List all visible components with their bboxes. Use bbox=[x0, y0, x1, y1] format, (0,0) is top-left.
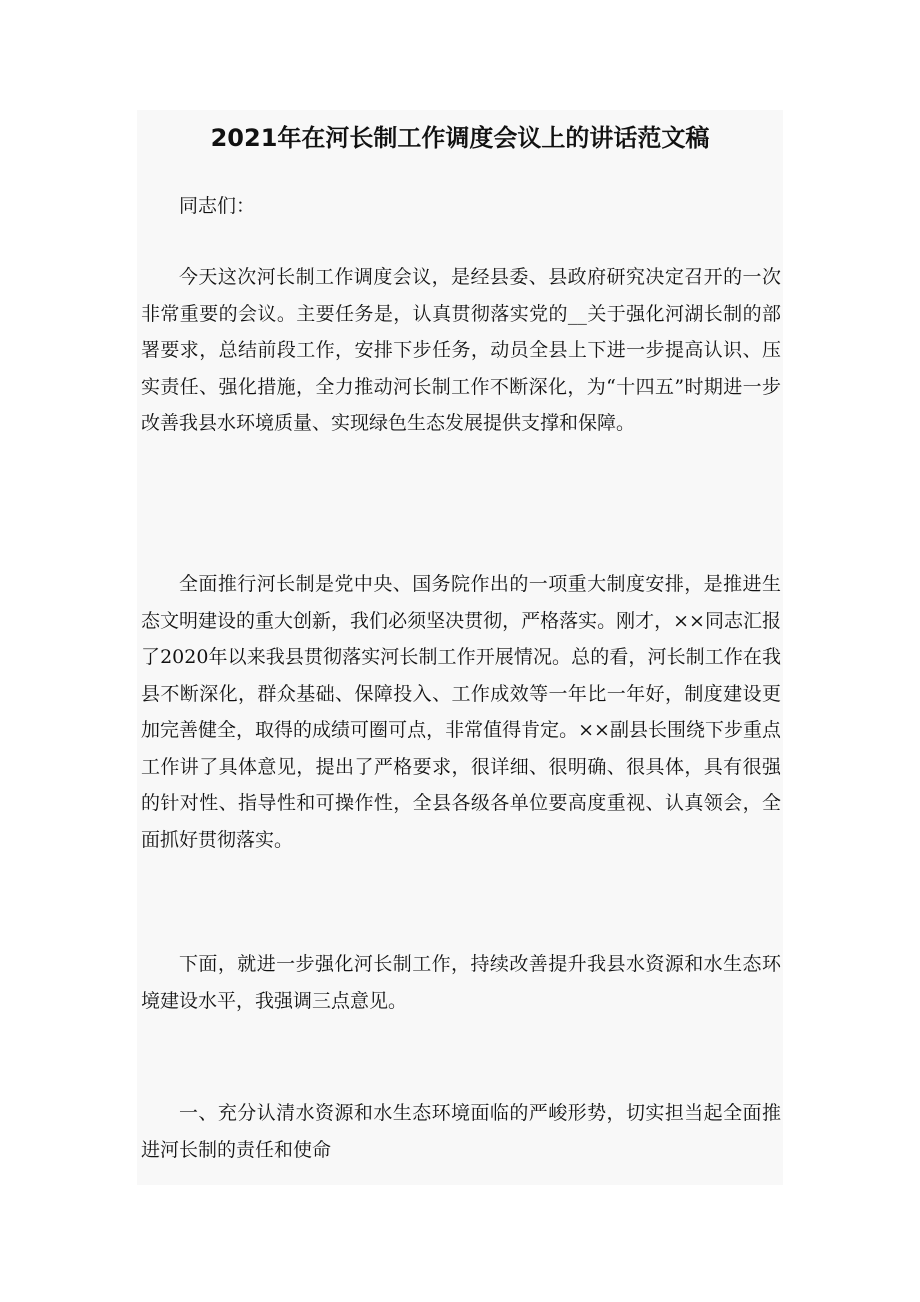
greeting: 同志们： bbox=[179, 195, 256, 217]
document-title: 2021年在河长制工作调度会议上的讲话范文稿 bbox=[210, 124, 710, 152]
paragraph: 全面推行河长制是党中央、国务院作出的一项重大制度安排，是推进生态文明建设的重大创新，我们必须坚决贯彻，严格落实。刚才，××同志汇报了2020年以来我县贯彻落实河长制工作开展情况。总的看，河长制工作在我县不断深化，群众基础、保障投入、工作成效等一年比一年好，制度建设更加完善健全，取得的成绩可圈可点，非常值得肯定。××副县长围绕下步重点工作讲了具体意见，提出了严格要求，很详细、很明确、很具体，具有很强的针对性、指导性和可操作性，全县各级各单位要高度重视、认真领会，全面抓好贯彻落实。 bbox=[141, 573, 781, 851]
paragraph: 下面，就进一步强化河长制工作，持续改善提升我县水资源和水生态环境建设水平，我强调三点意见。 bbox=[141, 953, 781, 1012]
paragraph: 今天这次河长制工作调度会议，是经县委、县政府研究决定召开的一次非常重要的会议。主要任务是，认真贯彻落实党的__关于强化河湖长制的部署要求，总结前段工作，安排下步任务，动员全县上下进一步提高认识、压实责任、强化措施，全力推动河长制工作不断深化，为“十四五”时期进一步改善我县水环境质量、实现绿色生态发展提供支撑和保障。 bbox=[141, 266, 781, 434]
document-page bbox=[137, 110, 783, 1185]
section-heading: 一、充分认清水资源和水生态环境面临的严峻形势，切实担当起全面推进河长制的责任和使命 bbox=[141, 1102, 781, 1161]
